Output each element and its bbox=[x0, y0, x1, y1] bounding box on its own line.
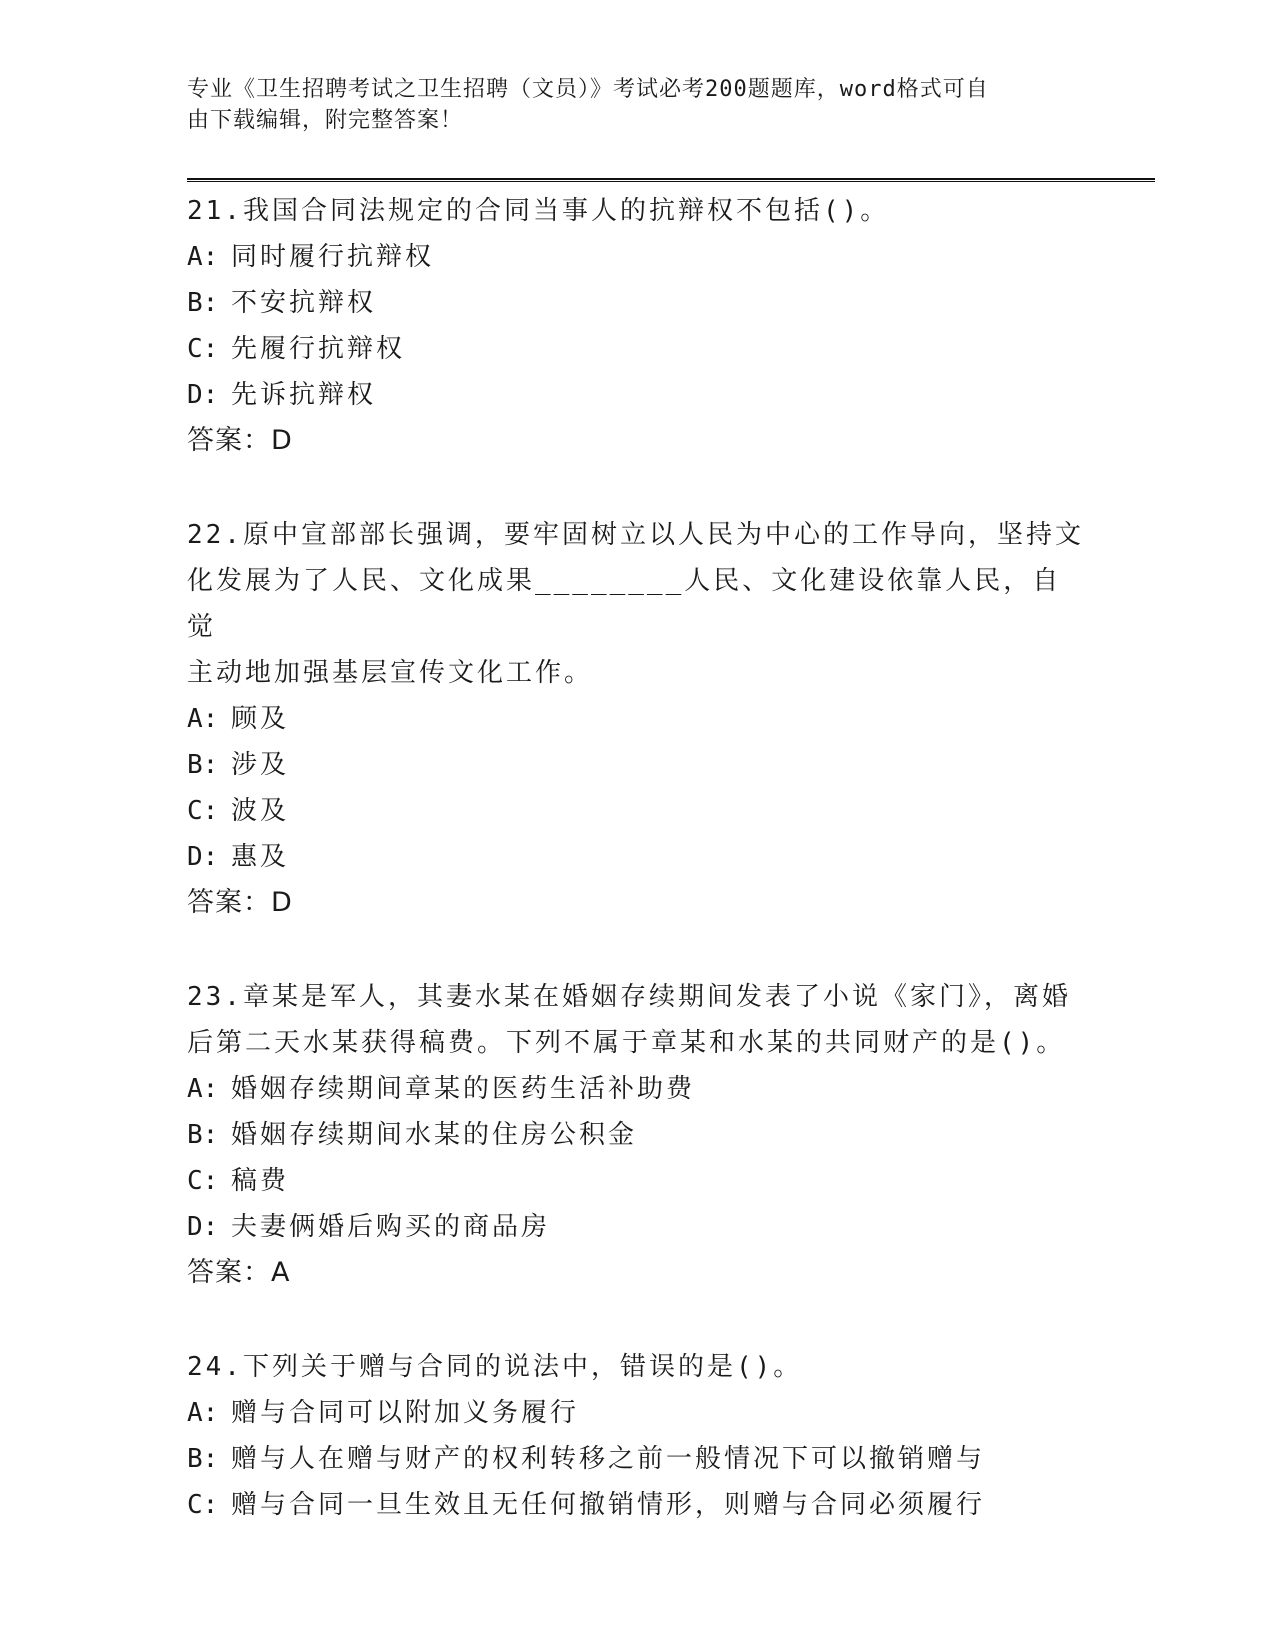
option-list bbox=[187, 1066, 1087, 1250]
question-stem-line: 23.章某是军人，其妻水某在婚姻存续期间发表了小说《家门》，离婚 bbox=[187, 982, 1071, 1012]
option-c bbox=[187, 788, 1087, 834]
option-b bbox=[187, 1436, 1087, 1482]
question-23 bbox=[187, 974, 1087, 1296]
question-22 bbox=[187, 512, 1087, 926]
question-stem-line: 22.原中宣部部长强调，要牢固树立以人民为中心的工作导向，坚持文 bbox=[187, 520, 1084, 550]
option-text: 顾及 bbox=[231, 704, 290, 734]
option-list bbox=[187, 1390, 1087, 1528]
question-21 bbox=[187, 188, 1087, 464]
header-divider bbox=[187, 178, 1155, 182]
option-key: D: bbox=[187, 1212, 219, 1242]
option-text: 同时履行抗辩权 bbox=[231, 242, 435, 272]
option-a bbox=[187, 234, 1087, 280]
option-list bbox=[187, 696, 1087, 880]
question-stem bbox=[187, 188, 1087, 234]
answer-line: 答案：D bbox=[187, 887, 293, 918]
option-d bbox=[187, 372, 1087, 418]
question-24 bbox=[187, 1344, 1087, 1528]
question-stem-line: 主动地加强基层宣传文化工作。 bbox=[187, 658, 594, 688]
question-stem bbox=[187, 974, 1087, 1066]
option-key: B: bbox=[187, 1444, 219, 1474]
option-list bbox=[187, 234, 1087, 418]
question-spacer bbox=[187, 926, 1087, 974]
option-key: C: bbox=[187, 334, 219, 364]
question-stem-line: 后第二天水某获得稿费。下列不属于章某和水某的共同财产的是()。 bbox=[187, 1028, 1066, 1058]
document-header bbox=[187, 74, 1067, 136]
option-key: B: bbox=[187, 288, 219, 318]
header-line-2: 由下载编辑，附完整答案！ bbox=[187, 108, 464, 133]
option-text: 赠与合同可以附加义务履行 bbox=[231, 1398, 580, 1428]
option-text: 先诉抗辩权 bbox=[231, 380, 377, 410]
question-stem-line: 21.我国合同法规定的合同当事人的抗辩权不包括()。 bbox=[187, 196, 890, 226]
question-stem-line: 24.下列关于赠与合同的说法中，错误的是()。 bbox=[187, 1352, 803, 1382]
option-text: 稿费 bbox=[231, 1166, 290, 1196]
option-text: 赠与人在赠与财产的权利转移之前一般情况下可以撤销赠与 bbox=[231, 1444, 986, 1474]
header-line-1: 专业《卫生招聘考试之卫生招聘（文员）》考试必考200题题库，word格式可自 bbox=[187, 77, 989, 102]
option-text: 波及 bbox=[231, 796, 290, 826]
question-stem-line: 化发展为了人民、文化成果________人民、文化建设依靠人民，自觉 bbox=[187, 566, 1062, 642]
option-key: C: bbox=[187, 1166, 219, 1196]
answer-line: 答案：A bbox=[187, 1257, 291, 1288]
option-key: B: bbox=[187, 1120, 219, 1150]
option-a bbox=[187, 696, 1087, 742]
answer-line: 答案：D bbox=[187, 425, 293, 456]
option-d bbox=[187, 1204, 1087, 1250]
option-b bbox=[187, 1112, 1087, 1158]
option-text: 先履行抗辩权 bbox=[231, 334, 406, 364]
option-key: A: bbox=[187, 1398, 219, 1428]
option-c bbox=[187, 326, 1087, 372]
option-b bbox=[187, 742, 1087, 788]
option-b bbox=[187, 280, 1087, 326]
option-key: C: bbox=[187, 796, 219, 826]
option-key: A: bbox=[187, 242, 219, 272]
option-text: 不安抗辩权 bbox=[231, 288, 377, 318]
option-d bbox=[187, 834, 1087, 880]
question-stem bbox=[187, 512, 1087, 696]
question-stem bbox=[187, 1344, 1087, 1390]
option-text: 赠与合同一旦生效且无任何撤销情形，则赠与合同必须履行 bbox=[231, 1490, 986, 1520]
option-key: A: bbox=[187, 704, 219, 734]
option-text: 涉及 bbox=[231, 750, 290, 780]
option-key: D: bbox=[187, 842, 219, 872]
question-spacer bbox=[187, 1296, 1087, 1344]
option-text: 夫妻俩婚后购买的商品房 bbox=[231, 1212, 551, 1242]
question-list bbox=[187, 188, 1087, 1528]
option-text: 惠及 bbox=[231, 842, 290, 872]
option-key: C: bbox=[187, 1490, 219, 1520]
option-c bbox=[187, 1158, 1087, 1204]
option-key: A: bbox=[187, 1074, 219, 1104]
option-key: D: bbox=[187, 380, 219, 410]
option-text: 婚姻存续期间水某的住房公积金 bbox=[231, 1120, 638, 1150]
question-spacer bbox=[187, 464, 1087, 512]
option-a bbox=[187, 1066, 1087, 1112]
option-text: 婚姻存续期间章某的医药生活补助费 bbox=[231, 1074, 696, 1104]
option-a bbox=[187, 1390, 1087, 1436]
option-c bbox=[187, 1482, 1087, 1528]
option-key: B: bbox=[187, 750, 219, 780]
